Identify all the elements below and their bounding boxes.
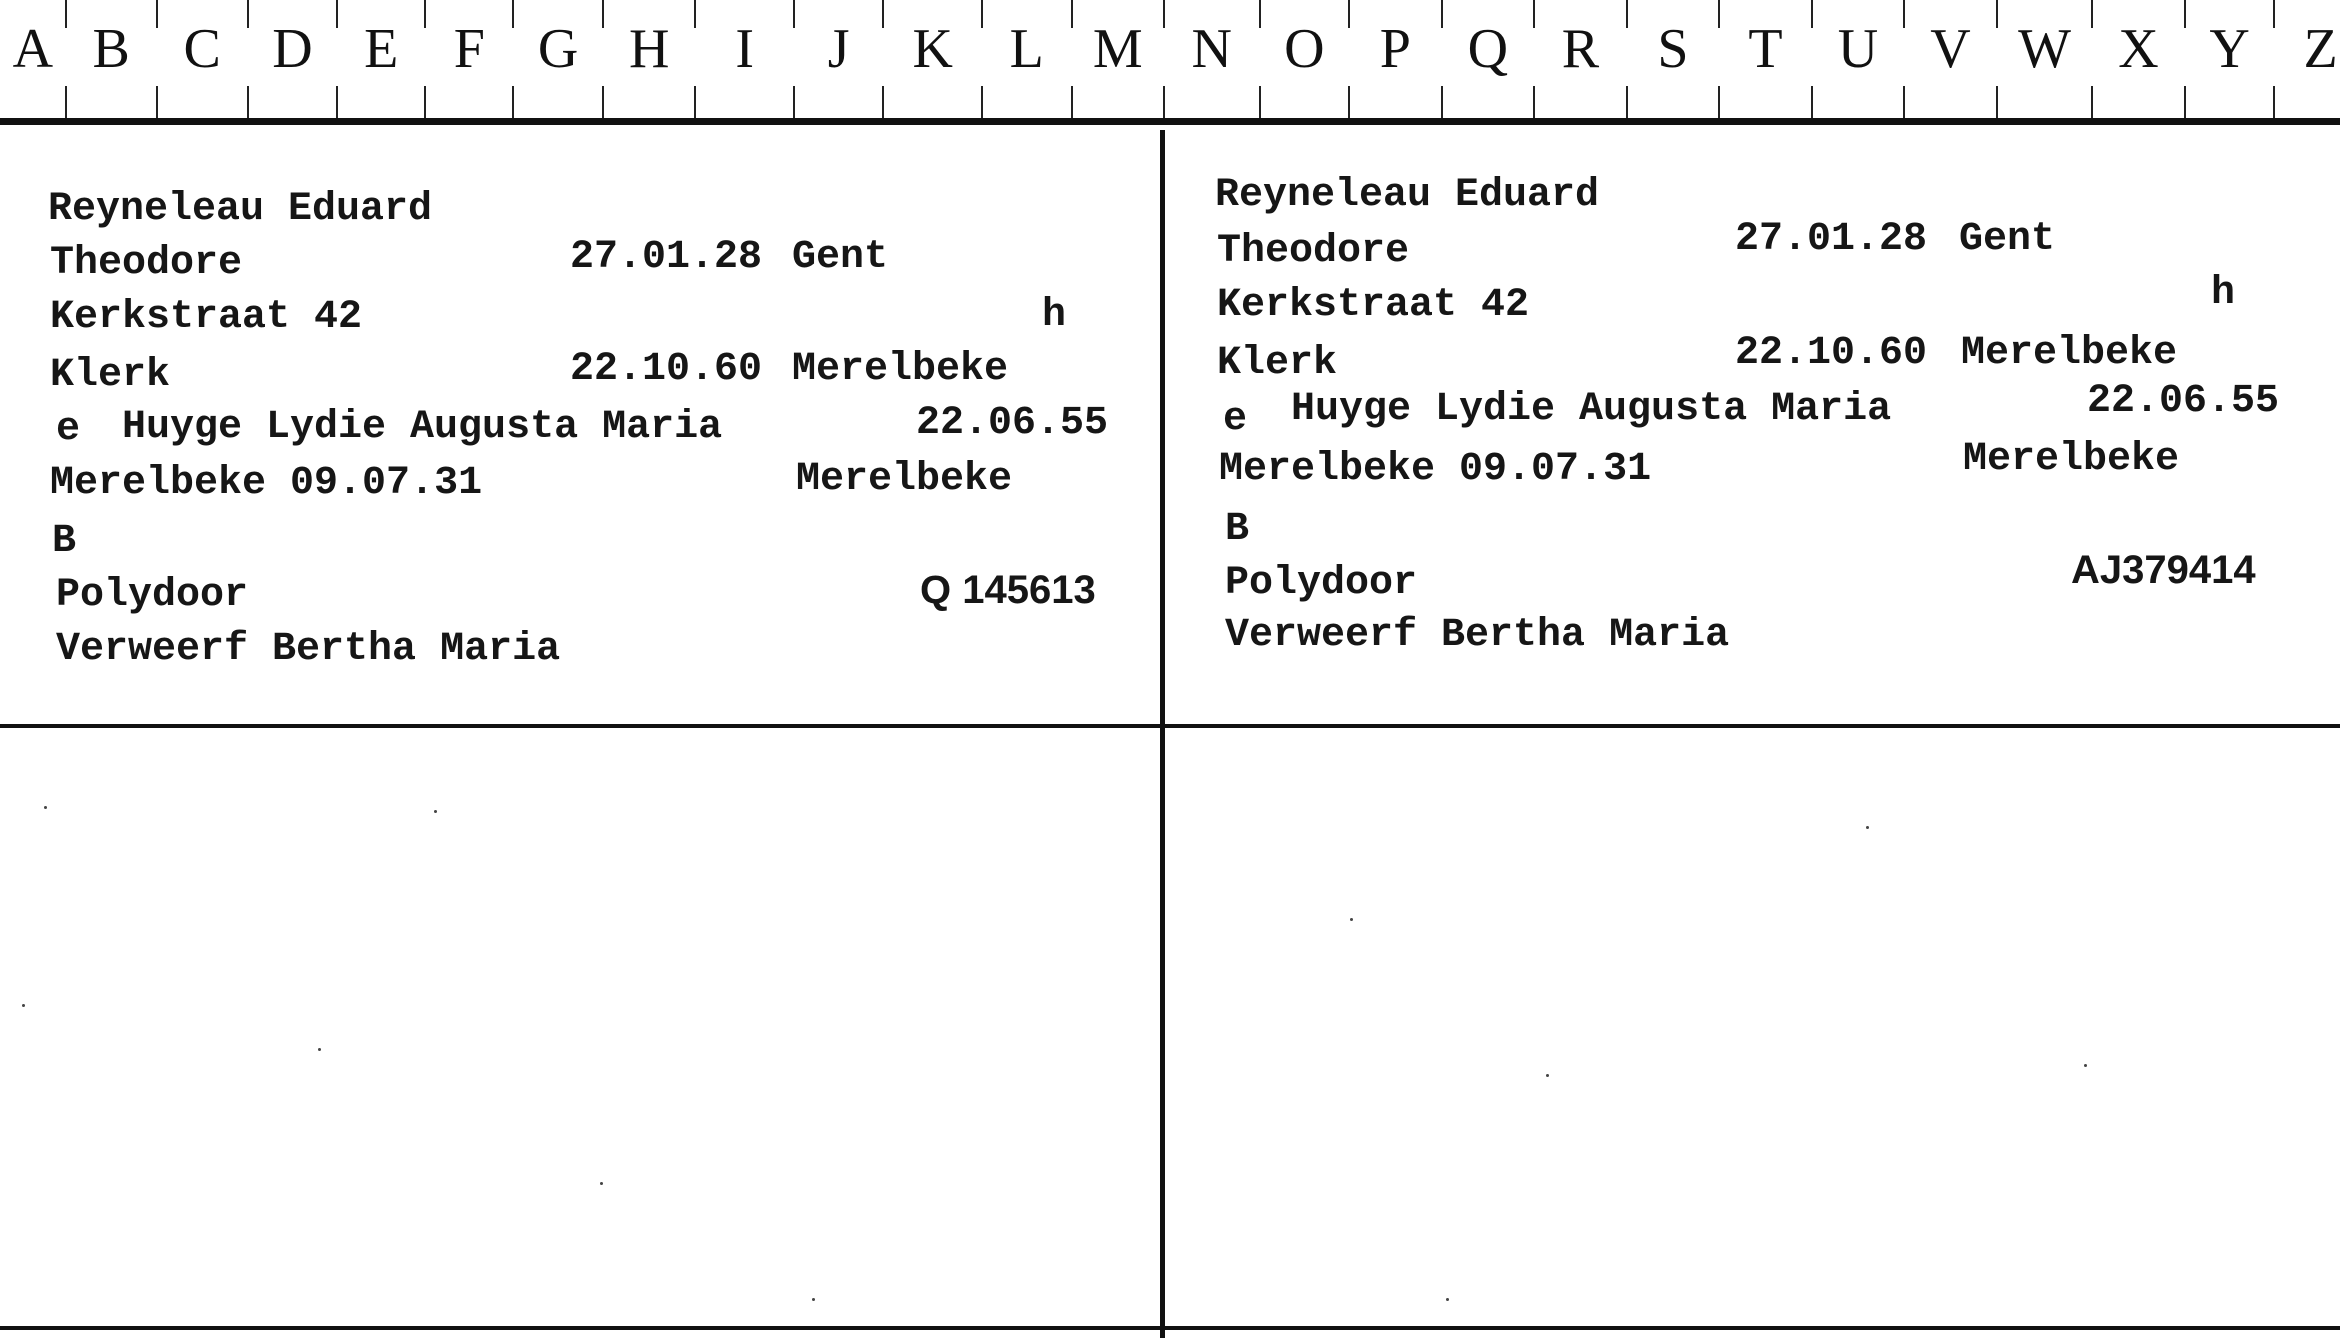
scan-speck <box>318 1048 321 1051</box>
scan-speck <box>22 1004 25 1007</box>
index-letter-n: N <box>1191 18 1232 80</box>
mother-name: Verweerf Bertha Maria <box>1225 613 1730 658</box>
marriage-date: 22.06.55 <box>916 401 1109 446</box>
category-letter: B <box>1225 507 1250 552</box>
index-letter-g: G <box>537 18 579 80</box>
index-letter-m: M <box>1092 18 1143 80</box>
mother-name: Verweerf Bertha Maria <box>56 627 561 672</box>
scan-speck <box>434 810 437 813</box>
spouse-prefix: e <box>1223 397 1248 442</box>
marriage-date: 22.06.55 <box>2087 379 2280 424</box>
registration-date: 22.10.60 <box>1735 331 1928 376</box>
index-letter-h: H <box>628 18 670 80</box>
occupation: Klerk <box>1217 341 1338 386</box>
record-number: AJ379414 <box>2071 548 2256 592</box>
scan-speck <box>812 1298 815 1301</box>
marriage-place: Merelbeke <box>1963 437 2180 482</box>
index-letter-c: C <box>183 18 221 80</box>
sex-marker: h <box>2211 271 2236 316</box>
spouse-name: Huyge Lydie Augusta Maria <box>1291 387 1892 432</box>
index-letter-q: Q <box>1467 18 1509 80</box>
index-letter-e: E <box>364 18 399 80</box>
scan-speck <box>2084 1064 2087 1067</box>
index-letter-x: X <box>2118 18 2159 80</box>
surname-name: Reyneleau Eduard <box>1215 173 1600 218</box>
birth-place: Gent <box>792 235 889 280</box>
index-letter-w: W <box>2018 18 2071 80</box>
record-number: Q 145613 <box>920 568 1096 612</box>
father-name: Polydoor <box>56 573 249 618</box>
index-letter-l: L <box>1009 18 1044 80</box>
surname-name: Reyneleau Eduard <box>48 187 433 232</box>
index-letter-b: B <box>92 18 130 80</box>
birth-place: Gent <box>1959 217 2056 262</box>
index-letter-t: T <box>1748 18 1783 80</box>
spouse-birth: Merelbeke 09.07.31 <box>50 461 483 506</box>
record-card-left <box>0 0 1160 724</box>
spouse-birth: Merelbeke 09.07.31 <box>1219 447 1652 492</box>
scan-speck <box>1866 826 1869 829</box>
index-letter-p: P <box>1379 18 1411 80</box>
registration-place: Merelbeke <box>1961 331 2178 376</box>
second-name: Theodore <box>50 241 243 286</box>
index-letter-k: K <box>912 18 953 80</box>
index-letter-j: J <box>827 18 850 80</box>
registration-date: 22.10.60 <box>570 347 763 392</box>
record-card-right <box>1165 0 2340 724</box>
scan-speck <box>600 1182 603 1185</box>
father-name: Polydoor <box>1225 561 1418 606</box>
index-letter-i: I <box>735 18 754 80</box>
index-letter-v: V <box>1930 18 1971 80</box>
birth-date: 27.01.28 <box>1735 217 1928 262</box>
spouse-name: Huyge Lydie Augusta Maria <box>122 405 723 450</box>
scan-speck <box>44 806 47 809</box>
second-name: Theodore <box>1217 229 1410 274</box>
index-letter-s: S <box>1657 18 1689 80</box>
index-letter-d: D <box>272 18 313 80</box>
index-letter-u: U <box>1837 18 1879 80</box>
index-letter-f: F <box>453 18 485 80</box>
card-bottom-border <box>0 1326 2340 1330</box>
marriage-place: Merelbeke <box>796 457 1013 502</box>
spouse-prefix: e <box>56 407 81 452</box>
scan-speck <box>1446 1298 1449 1301</box>
birth-date: 27.01.28 <box>570 235 763 280</box>
registration-place: Merelbeke <box>792 347 1009 392</box>
scan-speck <box>1350 918 1353 921</box>
index-letter-z: Z <box>2303 18 2338 80</box>
index-letter-y: Y <box>2209 18 2250 80</box>
category-letter: B <box>52 519 77 564</box>
scan-speck <box>1546 1074 1549 1077</box>
index-letter-r: R <box>1561 18 1600 80</box>
occupation: Klerk <box>50 353 171 398</box>
index-letter-o: O <box>1284 18 1325 80</box>
address: Kerkstraat 42 <box>1217 283 1530 328</box>
address: Kerkstraat 42 <box>50 295 363 340</box>
sex-marker: h <box>1042 293 1067 338</box>
index-letter-a: A <box>12 18 54 80</box>
